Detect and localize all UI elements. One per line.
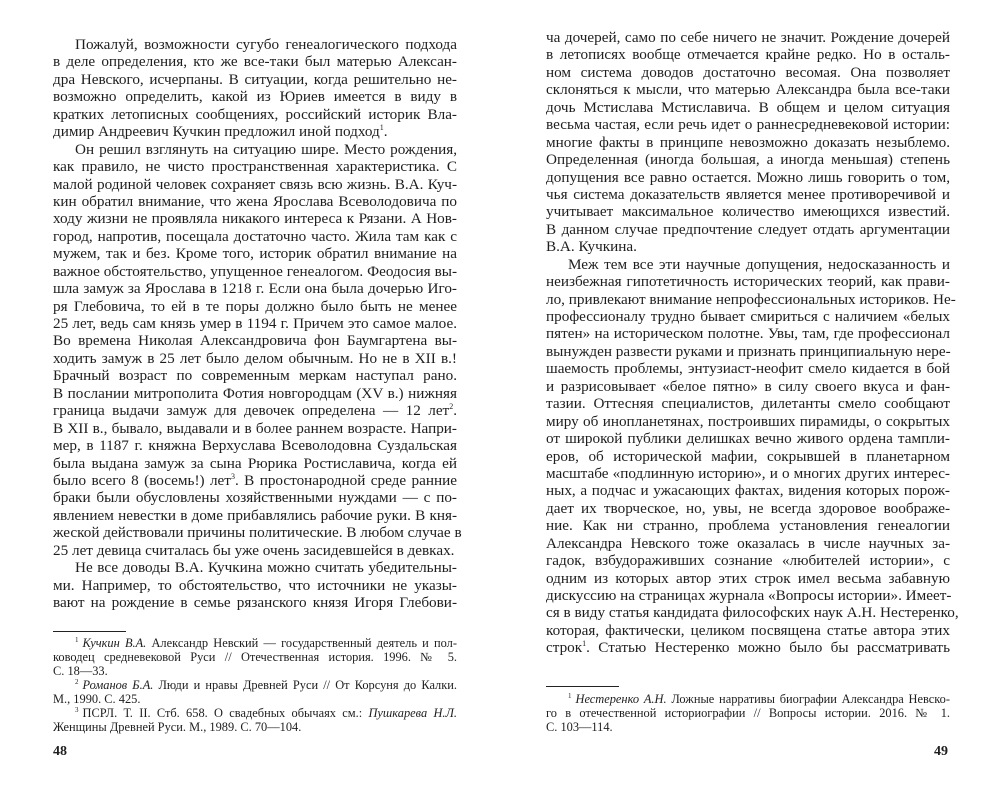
text-line: Определенная (иногда большая, а иногда меньшая) степень <box>546 151 950 169</box>
text-line: ходу жизни не проявляла никакого интереса к Рязани. А Нов- <box>53 210 457 228</box>
text-line: ся в виду статья кандидата философских наук А.Н. Нестеренко, <box>546 604 959 622</box>
text-line: Он решил взглянуть на ситуацию шире. Место рождения, <box>75 140 457 158</box>
text-line: допущения все равно остается. Можно лишь говорить о том, <box>546 168 950 186</box>
text-line: склоняться к мысли, что матерью Александра была все-таки <box>546 81 950 99</box>
text-line: ние. Как ни странно, проблема установления генеалогии <box>546 517 950 535</box>
footnote-ref[interactable]: 2 <box>449 402 454 412</box>
text-line: вают на рождение в семье рязанского князя Игоря Глебови- <box>53 594 457 611</box>
text-line: Пожалуй, возможности сугубо генеалогического подхода <box>75 36 457 53</box>
text-line: ря Глебовича, то ей в те поры должно было быть не менее <box>53 297 457 315</box>
text-line: ходить замуж в 25 лет было делом обычным. Но не в XII в.! <box>53 349 457 367</box>
footnote-ref[interactable]: 1 <box>582 639 587 649</box>
text-line: многие факты в принципе невозможно доказать незыблемо. <box>546 133 950 151</box>
text-line: вынужден развести руками и признать принципиальную нере- <box>546 342 951 360</box>
text-line: кин обратил внимание, что жена Ярослава Всеволодовича по <box>53 192 457 210</box>
page-number: 48 <box>53 744 67 759</box>
footnote-3: $^3$ ПСРЛ. Т. II. Стб. 658. О свадебных обычаях см.: Пушкарева Н.Л. <box>75 706 457 720</box>
text-line: Во времена Николая Александровича фон Баумгартена вы- <box>53 332 457 350</box>
text-line: кратких летописных сообщениях, российский историк Вла- <box>53 105 457 123</box>
text-line: строк$^1$. Статью Нестеренко можно было бы рассматривать <box>546 639 950 657</box>
footnote-line: М., 1990. С. 425. <box>53 692 141 706</box>
text-line: в летописях вообще отмечается крайне редко. Но в осталь- <box>546 46 950 64</box>
text-line: тазии. Оттесняя специалистов, дилетанты смело сообщают <box>546 395 950 413</box>
text-line: малой родиной человек сохраняет связь всю жизнь. В.А. Куч- <box>53 175 457 193</box>
page-number: 49 <box>934 744 948 759</box>
right-footnotes <box>546 692 950 734</box>
text-line: одним из которых автор этих строк имел весьма забавную <box>546 569 950 587</box>
text-line: граница выдачи замуж для девочек определена — 12 лет$^2$. <box>53 402 457 420</box>
text-line: дискуссию на страницах журнала «Вопросы истории». Имеет- <box>546 587 952 604</box>
text-line: явлением невестки в доме прибавлялись рабочие руки. В кня- <box>53 506 457 524</box>
text-line: чья система доказательств является менее противоречивой и <box>546 185 950 203</box>
left-body-text <box>53 36 462 611</box>
text-line: было всего 8 (восемь!) лет$^3$. В простонародной среде ранние <box>53 471 457 489</box>
text-line: которая, фактически, целиком посвящена статье автора этих <box>546 621 950 639</box>
text-line: димир Андреевич Кучкин предложил иной подход$^1$. <box>53 123 388 141</box>
text-line: ло, привлекают внимание непрофессиональных историков. Не- <box>546 290 956 308</box>
right-page <box>497 0 994 798</box>
text-line: шла замуж за Ярослава в 1218 г. Если она была дочерью Иго- <box>53 280 457 298</box>
text-line: Брачный возраст по современным меркам наступал рано. <box>53 367 457 385</box>
text-line: Меж тем все эти научные допущения, недосказанность и <box>568 255 950 273</box>
text-line: неизбежная гипотетичность исторических теорий, как прави- <box>546 273 950 291</box>
text-line: и разрисовывает «белое пятно» в силу своего вкуса и фан- <box>546 377 950 395</box>
text-line: город, напротив, посещала достаточно часто. Жила там как с <box>53 227 457 245</box>
left-footnotes <box>53 636 457 734</box>
footnote-divider <box>546 686 619 687</box>
text-line: 25 лет, ведь сам князь умер в 1194 г. Причем это самое малое. <box>53 315 457 332</box>
footnote-line: С. 103—114. <box>546 720 613 734</box>
text-line: ном система доводов достаточно весомая. Она позволяет <box>546 63 950 81</box>
text-line: мужем, так и без. Кроме того, историк обратил внимание на <box>53 245 457 263</box>
footnote-line: го в отечественной историографии // Вопросы истории. 2016. № 1. <box>546 706 950 720</box>
text-line: Александра Невского тоже оказалась в числе научных за- <box>546 534 950 552</box>
text-line: миру об инопланетянах, построивших пирамиды, о сокрытых <box>546 412 950 430</box>
footnote-line: ководец средневековой Руси // Отечественная история. 1996. № 5. <box>53 650 457 664</box>
text-line: мер, в 1187 г. княжна Верхуслава Всеволодовна Суздальская <box>53 437 457 455</box>
text-line: 25 лет девица считалась бы уже очень засидевшейся в девках. <box>53 541 455 559</box>
footnote-line: Женщины Древней Руси. М., 1989. С. 70—104. <box>53 720 302 734</box>
text-line: в деле определения, кто же все-таки был матерью Алексан- <box>53 53 457 71</box>
text-line: жеской действовали причины политические. В любом случае в <box>53 524 462 542</box>
text-line: масштабе «подлинную историю», и о многих других интерес- <box>546 464 950 482</box>
footnote-ref[interactable]: 1 <box>379 123 384 133</box>
text-line: от широкой публики делишках вечно живого ордена тампли- <box>546 430 950 448</box>
right-body-text <box>546 29 959 657</box>
footnote-1: $^1$ Кучкин В.А. Александр Невский — государственный деятель и пол- <box>75 636 457 650</box>
text-line: как правило, не чисто пространственная характеристика. С <box>53 158 457 176</box>
text-line: профессионалу трудно бывает смириться с наличием «белых <box>546 308 950 325</box>
text-line: гадок, взбудораживших сознание «любителей истории», с <box>546 552 950 570</box>
text-line: шаемость проблемы, энтузиаст-неофит смело кидается в бой <box>546 360 950 378</box>
text-line: дра Невского, исчерпаны. В ситуации, когда решительно не- <box>53 70 457 88</box>
footnote-ref[interactable]: 3 <box>230 471 235 481</box>
footnote-1: $^1$ Нестеренко А.Н. Ложные нарративы биографии Александра Невско- <box>568 692 950 706</box>
text-line: В данном случае предпочтение следует отдать аргументации <box>546 220 950 238</box>
footnote-line: С. 18—33. <box>53 664 108 678</box>
text-line: была выдана замуж за сына Рюрика Ростиславича, когда ей <box>53 454 457 472</box>
footnote-divider <box>53 631 126 632</box>
text-line: браки были обусловлены хозяйственными нуждами — с по- <box>53 489 457 507</box>
text-line: дочь Мстислава Мстиславича. В общем и целом ситуация <box>546 98 950 116</box>
text-line: еров, об исторической мафии, сокрывшей в планетарном <box>546 447 950 465</box>
footnote-2: $^2$ Романов Б.А. Люди и нравы Древней Руси // От Корсуня до Калки. <box>75 678 457 692</box>
text-line: весьма частая, если речь идет о раннесредневековой истории: <box>546 116 950 134</box>
text-line: Не все доводы В.А. Кучкина можно считать убедительны- <box>75 559 457 577</box>
text-line: В XII в., бывало, выдавали и в более раннем возрасте. Напри- <box>53 419 457 437</box>
text-line: В.А. Кучкина. <box>546 238 637 256</box>
text-line: ных, а подчас и ужасающих фактах, видения которых порож- <box>546 482 950 500</box>
text-line: возможно определить, какой из Юриев имеется в виду в <box>53 88 457 106</box>
text-line: пятен» на историческом полотне. Увы, там, где профессионал <box>546 325 950 343</box>
text-line: дает их творческое, но, увы, не всегда здоровое воображе- <box>546 499 950 517</box>
text-line: ми. Например, то обстоятельство, что источники не указы- <box>53 576 457 594</box>
text-line: важное обстоятельство, упущенное генеалогом. Феодосия вы- <box>53 262 457 280</box>
text-line: В послании митрополита Фотия новгородцам (XV в.) нижняя <box>53 384 457 402</box>
text-line: учитывает максимальное количество имеющихся известий. <box>546 203 950 221</box>
text-line: ча дочерей, само по себе ничего не значит. Рождение дочерей <box>546 29 950 46</box>
